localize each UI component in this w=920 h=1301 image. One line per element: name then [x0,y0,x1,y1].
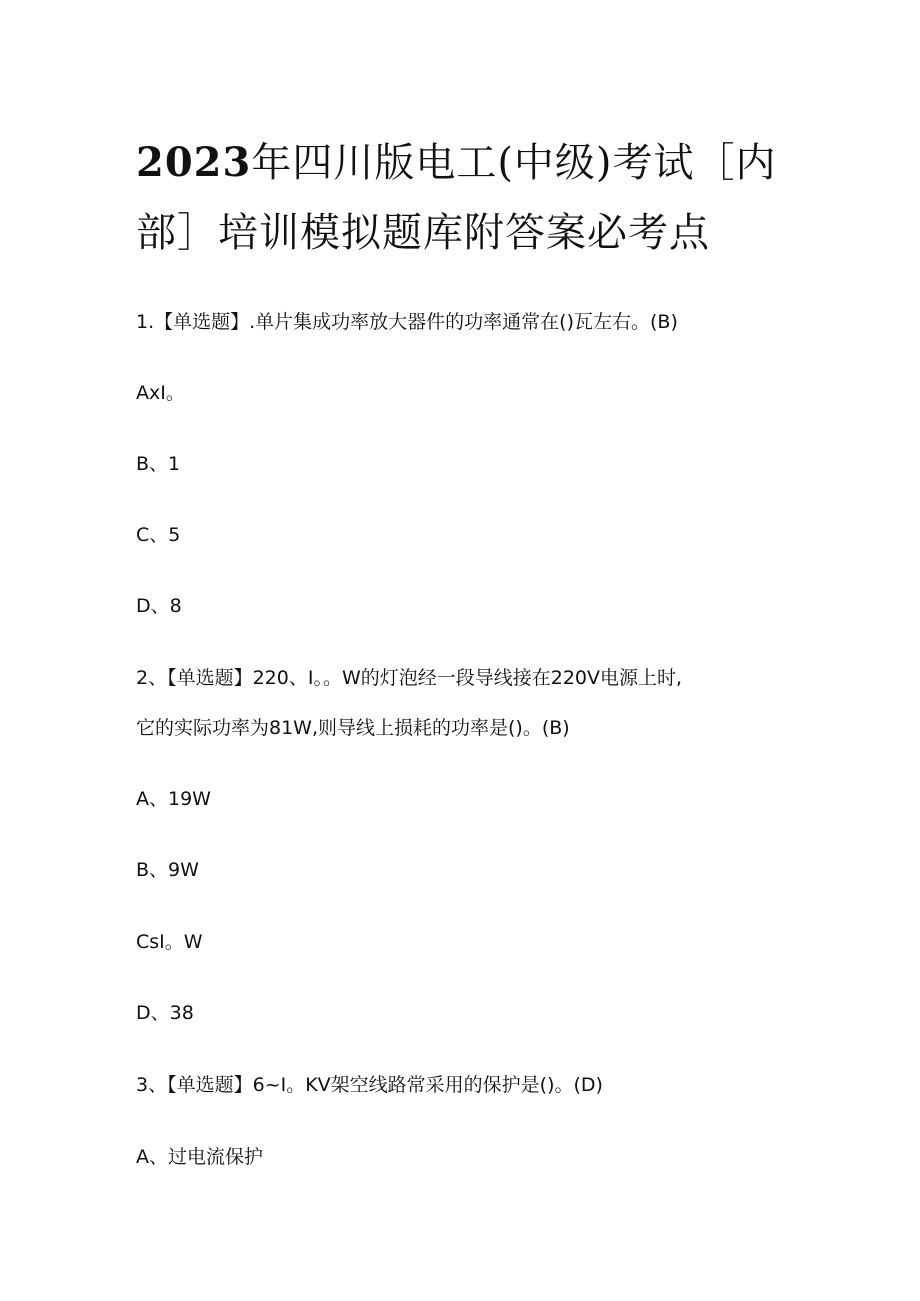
question-1-option-a: AxI。 [136,382,185,404]
question-2-option-c: CsI。W [136,931,203,953]
question-1-stem: 1.【单选题】.单片集成功率放大器件的功率通常在()瓦左右。(B) [136,311,678,333]
question-1-option-b: B、1 [136,453,181,475]
document-title [136,128,796,268]
title-year: 2023 [136,139,252,186]
question-1-option-d: D、8 [136,595,182,617]
question-2-stem-line1: 2、【单选题】220、I。。W的灯泡经一段导线接在220V电源上时, [136,667,683,689]
question-2-option-d: D、38 [136,1002,194,1024]
question-3-stem: 3、【单选题】6~I。KV架空线路常采用的保护是()。(D) [136,1074,603,1096]
question-2-stem-line2: 它的实际功率为81W,则导线上损耗的功率是()。(B) [136,717,570,739]
title-line2: 部］培训模拟题库附答案必考点 [136,210,710,256]
question-1-option-c: C、5 [136,524,181,546]
question-3-option-a: A、过电流保护 [136,1146,263,1168]
title-line1-rest: 年四川版电工(中级)考试［内 [251,140,777,186]
question-2-option-b: B、9W [136,859,199,881]
question-2-option-a: A、19W [136,788,211,810]
